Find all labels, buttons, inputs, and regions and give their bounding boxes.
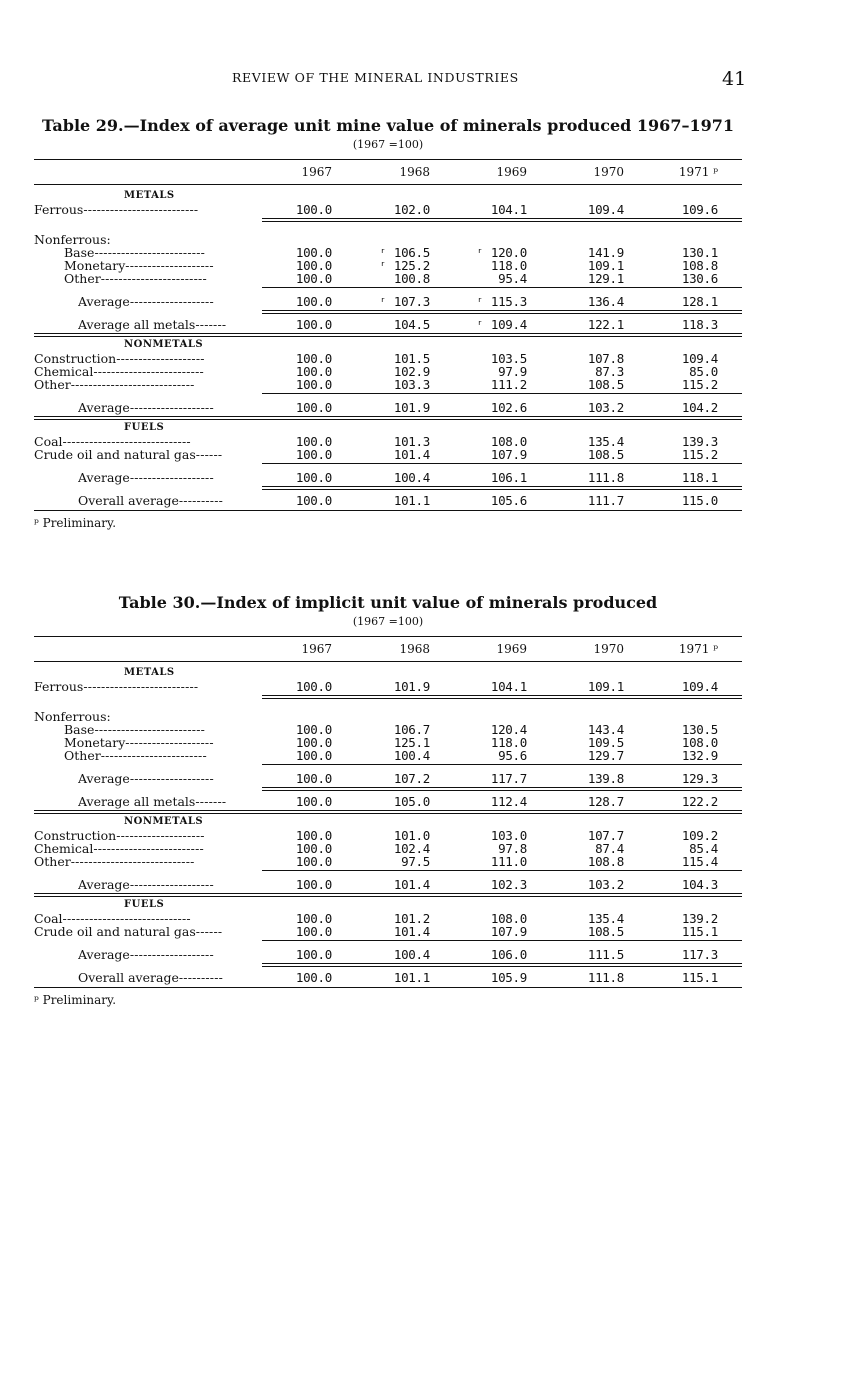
table-cell: ʳ 120.0 [476,245,527,260]
row-label [78,317,260,332]
table-cell: 97.9 [498,364,527,379]
row-label [78,947,260,962]
table-subtitle: (1967 =100) [352,615,424,628]
table-rule [34,893,742,894]
table-cell: 100.0 [295,771,332,786]
table-rule [262,764,742,765]
table-cell: 108.0 [490,911,527,926]
footnote: ᵖ Preliminary. [34,993,117,1007]
table-cell: 111.8 [587,970,624,985]
table-cell: 107.8 [587,351,624,366]
row-label [34,679,260,694]
table-cell: 100.0 [295,794,332,809]
row-label-text: Average all metals [78,317,196,332]
leader-dots: ------------------- [129,771,214,786]
running-title: REVIEW OF THE MINERAL INDUSTRIES [232,70,519,85]
leader-dots: ---------------------------- [70,377,195,392]
table-cell: 107.2 [393,771,430,786]
column-header: 1969 [496,642,527,656]
table-cell: 120.4 [490,722,527,737]
table-cell: 100.8 [393,271,430,286]
table-cell: 118.0 [490,735,527,750]
row-label [64,748,260,763]
table-cell: 103.2 [587,877,624,892]
table-cell: 95.6 [498,748,527,763]
table-cell: 109.4 [681,351,718,366]
table-cell: 100.0 [295,947,332,962]
table-cell: 111.7 [587,493,624,508]
table-cell: 101.4 [393,447,430,462]
row-label [34,447,260,462]
leader-dots: ------------------------- [94,245,206,260]
table-cell: 100.4 [393,748,430,763]
section-label: METALS [124,190,175,201]
table-cell: 101.1 [393,970,430,985]
row-label-text: Monetary [64,258,126,273]
table-cell: 143.4 [587,722,624,737]
table-cell: 100.0 [295,202,332,217]
section-label: METALS [124,667,175,678]
table-cell: 101.9 [393,679,430,694]
table-cell: 136.4 [587,294,624,309]
leader-dots: ---------------------------- [70,854,195,869]
column-header: 1971 ᵖ [678,165,718,179]
table-cell: 108.8 [587,854,624,869]
table-cell: ʳ 106.5 [379,245,430,260]
table-cell: 128.7 [587,794,624,809]
table-cell: 139.3 [681,434,718,449]
table-cell: 102.6 [490,400,527,415]
table-cell: 115.1 [681,970,718,985]
table-cell: 103.2 [587,400,624,415]
table-cell: 100.0 [295,828,332,843]
table-cell: 100.0 [295,877,332,892]
table-cell: 139.8 [587,771,624,786]
leader-dots: -------------------- [125,258,214,273]
table-cell: 100.0 [295,317,332,332]
table-cell: 135.4 [587,434,624,449]
table-cell: 105.0 [393,794,430,809]
page-header [0,68,851,90]
table-cell: 132.9 [681,748,718,763]
section-label: FUELS [124,422,165,433]
table-cell: 103.5 [490,351,527,366]
table-rule [34,333,742,334]
table-cell: ʳ 107.3 [379,294,430,309]
row-label-text: Average all metals [78,794,196,809]
table-cell: 100.4 [393,947,430,962]
table-cell: 109.2 [681,828,718,843]
leader-dots: ------ [195,447,223,462]
table-cell: ʳ 125.2 [379,258,430,273]
leader-dots: ----------------------------- [62,911,191,926]
table-rule [34,810,742,811]
row-label-text: Chemical [34,364,94,379]
row-label-text: Overall average [78,970,179,985]
table-cell: 100.0 [295,748,332,763]
table-cell: 109.1 [587,258,624,273]
row-label-text: Construction [34,828,117,843]
table-cell: 117.3 [681,947,718,962]
table-rule [34,416,742,417]
section-label: NONMETALS [124,339,204,350]
table-cell: 117.7 [490,771,527,786]
table-cell: 111.5 [587,947,624,962]
row-label-text: Coal [34,911,63,926]
table-cell: 104.2 [681,400,718,415]
table-rule [262,695,742,696]
table-cell: 105.9 [490,970,527,985]
table-cell: 109.6 [681,202,718,217]
table-cell: 129.1 [587,271,624,286]
table-cell: 101.0 [393,828,430,843]
table-cell: 108.0 [681,735,718,750]
column-header: 1970 [593,642,624,656]
leader-dots: -------------------------- [83,202,199,217]
row-label [64,271,260,286]
row-label-text: Chemical [34,841,94,856]
table-cell: 122.2 [681,794,718,809]
table-cell: 85.0 [689,364,718,379]
row-label-text: Average [78,947,130,962]
table-cell: 108.5 [587,447,624,462]
row-label-text: Ferrous [34,202,84,217]
row-label-text: Construction [34,351,117,366]
row-label-text: Other [64,271,101,286]
table-cell: 130.1 [681,245,718,260]
table-cell: 141.9 [587,245,624,260]
leader-dots: ------------------- [129,470,214,485]
column-header: 1971 ᵖ [678,642,718,656]
row-label-text: Monetary [64,735,126,750]
table-cell: 107.7 [587,828,624,843]
table-cell: 104.1 [490,679,527,694]
table-cell: 130.6 [681,271,718,286]
row-label-text: Average [78,470,130,485]
table-cell: 102.9 [393,364,430,379]
leader-dots: ------------------------ [100,748,207,763]
table-rule [262,310,742,311]
table-cell: 101.4 [393,924,430,939]
table-cell: 118.0 [490,258,527,273]
table-cell: 107.9 [490,447,527,462]
leader-dots: ------------------------- [94,722,206,737]
table-cell: 111.8 [587,470,624,485]
row-label [78,294,260,309]
table-cell: 101.3 [393,434,430,449]
leader-dots: ---------- [178,970,224,985]
table-cell: 85.4 [689,841,718,856]
leader-dots: ------ [195,924,223,939]
table-rule [34,184,742,185]
column-header: 1967 [301,642,332,656]
leader-dots: -------------------- [125,735,214,750]
table-cell: 100.0 [295,351,332,366]
leader-dots: -------------------------- [83,679,199,694]
table-cell: 102.4 [393,841,430,856]
table-cell: 106.0 [490,947,527,962]
table-cell: 128.1 [681,294,718,309]
table-cell: 100.0 [295,735,332,750]
table-cell: 102.3 [490,877,527,892]
table-title: Table 30.—Index of implicit unit value of minerals produced [118,593,658,612]
row-label [78,493,260,508]
table-cell: 100.0 [295,722,332,737]
table-29 [34,116,742,530]
table-rule [262,486,742,487]
table-cell: 101.1 [393,493,430,508]
table-cell: 101.9 [393,400,430,415]
page-number: 41 [722,68,747,90]
row-label-text: Other [64,748,101,763]
row-label [34,377,260,392]
table-rule [262,463,742,464]
table-cell: 129.7 [587,748,624,763]
table-cell: 104.1 [490,202,527,217]
table-rule [34,159,742,160]
table-cell: 100.0 [295,924,332,939]
table-cell: 135.4 [587,911,624,926]
leader-dots: ----------------------------- [62,434,191,449]
row-label-text: Overall average [78,493,179,508]
leader-dots: ------------------- [129,947,214,962]
table-cell: 104.3 [681,877,718,892]
row-label-text: Crude oil and natural gas [34,447,196,462]
table-cell: 107.9 [490,924,527,939]
leader-dots: ---------- [178,493,224,508]
table-cell: 97.5 [401,854,430,869]
row-label [34,854,260,869]
row-label [78,794,260,809]
table-cell: 100.4 [393,470,430,485]
table-cell: 115.0 [681,493,718,508]
table-cell: 100.0 [295,679,332,694]
table-rule [34,661,742,662]
row-label-text: Average [78,400,130,415]
leader-dots: -------------------- [116,828,205,843]
leader-dots: ------- [195,794,227,809]
table-rule [34,636,742,637]
table-cell: 100.0 [295,434,332,449]
section-label: NONMETALS [124,816,204,827]
table-cell: 115.4 [681,854,718,869]
table-cell: 100.0 [295,377,332,392]
table-cell: 115.2 [681,447,718,462]
table-cell: 108.5 [587,924,624,939]
row-label [78,970,260,985]
table-cell: 97.8 [498,841,527,856]
row-label-text: Coal [34,434,63,449]
table-cell: 102.0 [393,202,430,217]
table-cell: 129.3 [681,771,718,786]
table-cell: 111.0 [490,854,527,869]
table-cell: 109.1 [587,679,624,694]
table-title: Table 29.—Index of average unit mine value of minerals produced 1967–1971 [42,116,734,135]
table-cell: 100.0 [295,493,332,508]
table-cell: 108.5 [587,377,624,392]
table-cell: 100.0 [295,400,332,415]
row-label [78,771,260,786]
table-cell: 109.5 [587,735,624,750]
section-label: FUELS [124,899,165,910]
table-cell: 100.0 [295,294,332,309]
table-rule [262,787,742,788]
row-label [78,877,260,892]
column-header: 1968 [399,165,430,179]
table-cell: 100.0 [295,271,332,286]
table-cell: 108.0 [490,434,527,449]
table-cell: 118.1 [681,470,718,485]
table-cell: 122.1 [587,317,624,332]
row-label-text: Other [34,854,71,869]
row-label [34,924,260,939]
table-rule [262,287,742,288]
table-cell: 103.3 [393,377,430,392]
column-header: 1968 [399,642,430,656]
table-cell: 100.0 [295,447,332,462]
table-cell: 100.0 [295,970,332,985]
leader-dots: ------------------------ [100,271,207,286]
table-cell: 100.0 [295,911,332,926]
table-cell: 139.2 [681,911,718,926]
table-rule [262,393,742,394]
table-rule [34,987,742,988]
group-label: Nonferrous: [34,709,111,724]
table-cell: 103.0 [490,828,527,843]
leader-dots: ------------------- [129,400,214,415]
table-cell: ʳ 109.4 [476,317,527,332]
table-cell: 108.8 [681,258,718,273]
table-rule [34,510,742,511]
table-cell: ʳ 115.3 [476,294,527,309]
leader-dots: ------------------------- [93,841,204,856]
leader-dots: -------------------- [116,351,205,366]
table-cell: 100.0 [295,470,332,485]
row-label-text: Crude oil and natural gas [34,924,196,939]
table-cell: 130.5 [681,722,718,737]
table-cell: 115.2 [681,377,718,392]
table-cell: 87.3 [595,364,624,379]
table-cell: 112.4 [490,794,527,809]
row-label [78,400,260,415]
table-rule [262,940,742,941]
table-cell: 95.4 [498,271,527,286]
table-cell: 101.4 [393,877,430,892]
table-cell: 87.4 [595,841,624,856]
row-label-text: Base [64,722,95,737]
table-rule [262,870,742,871]
row-label [34,202,260,217]
column-header: 1967 [301,165,332,179]
table-cell: 118.3 [681,317,718,332]
table-cell: 106.1 [490,470,527,485]
table-cell: 109.4 [587,202,624,217]
row-label-text: Average [78,294,130,309]
table-cell: 100.0 [295,364,332,379]
group-label: Nonferrous: [34,232,111,247]
leader-dots: ------- [195,317,227,332]
row-label-text: Base [64,245,95,260]
row-label-text: Average [78,771,130,786]
row-label-text: Other [34,377,71,392]
table-cell: 105.6 [490,493,527,508]
table-cell: 104.5 [393,317,430,332]
column-header: 1969 [496,165,527,179]
row-label [78,470,260,485]
table-cell: 125.1 [393,735,430,750]
table-cell: 100.0 [295,841,332,856]
table-rule [262,218,742,219]
row-label-text: Average [78,877,130,892]
table-cell: 101.5 [393,351,430,366]
leader-dots: ------------------- [129,294,214,309]
footnote: ᵖ Preliminary. [34,516,117,530]
table-cell: 100.0 [295,245,332,260]
table-cell: 115.1 [681,924,718,939]
table-cell: 101.2 [393,911,430,926]
table-cell: 111.2 [490,377,527,392]
table-cell: 106.7 [393,722,430,737]
table-rule [262,963,742,964]
leader-dots: ------------------------- [93,364,204,379]
table-cell: 100.0 [295,854,332,869]
table-subtitle: (1967 =100) [352,138,424,151]
column-header: 1970 [593,165,624,179]
table-cell: 109.4 [681,679,718,694]
table-30 [34,593,742,1007]
table-cell: 100.0 [295,258,332,273]
row-label-text: Ferrous [34,679,84,694]
leader-dots: ------------------- [129,877,214,892]
